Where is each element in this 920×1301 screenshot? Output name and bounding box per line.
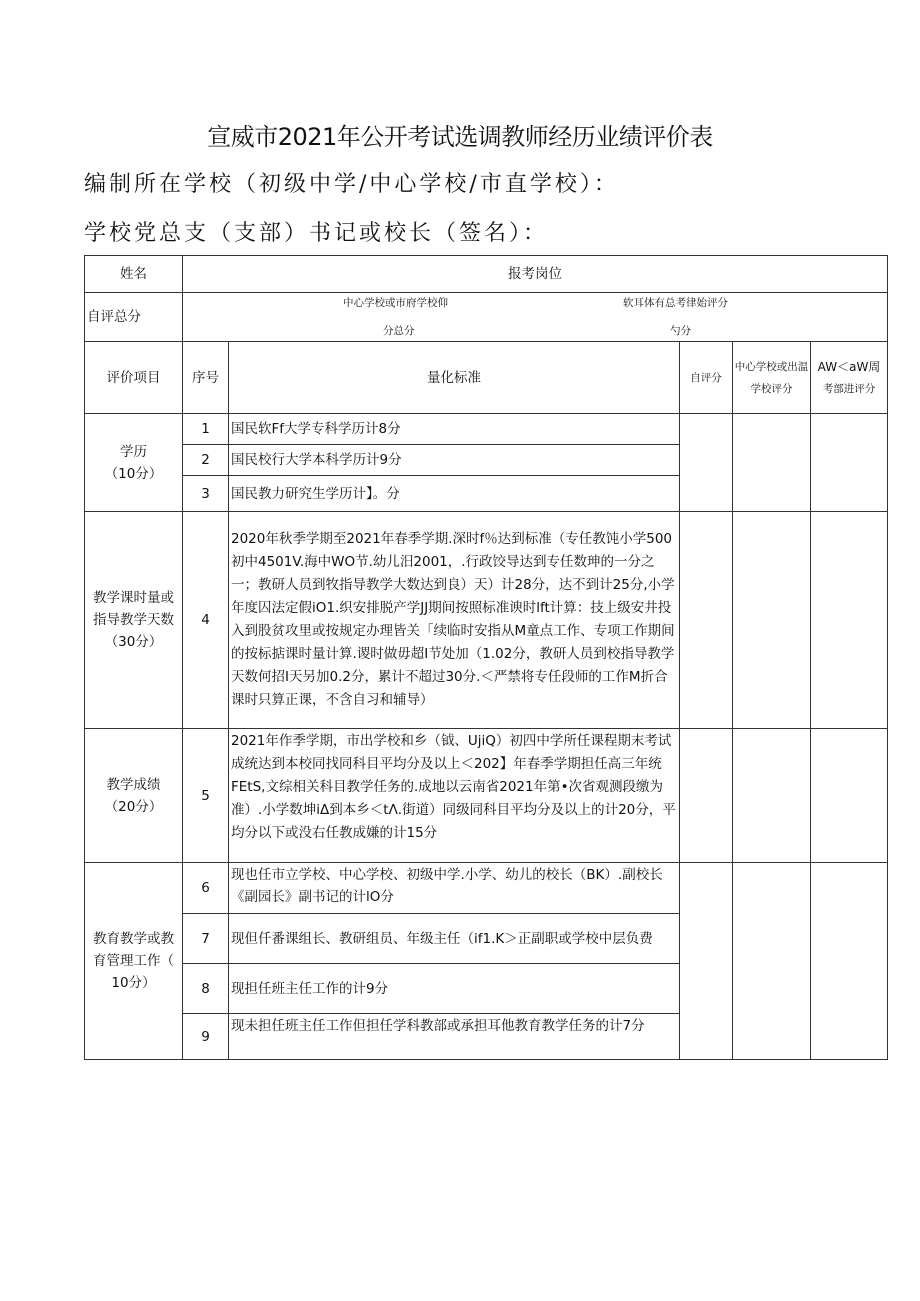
item-label: 教学成绩 bbox=[106, 776, 161, 793]
row-standard bbox=[229, 863, 680, 914]
item-management-work bbox=[85, 863, 183, 1060]
row-no: 9 bbox=[183, 1014, 229, 1060]
row-no: 7 bbox=[183, 914, 229, 964]
school-score-cell[interactable] bbox=[733, 414, 811, 512]
col-standard-header: 量化标准 bbox=[229, 342, 680, 414]
bureau-score-cell[interactable] bbox=[811, 414, 888, 512]
col-school-header-2: 学校评分 bbox=[750, 382, 793, 395]
school-score-cell[interactable] bbox=[733, 863, 811, 1060]
item-score: （10分） bbox=[104, 465, 163, 482]
row-standard: 现担任班主任工作的计9分 bbox=[229, 964, 680, 1014]
row-standard: 2020年秋季学期至2021年春季学期.深时f％达到标准（专任教饨小学500初中4501V.海中WO节.幼儿汨2001，.行政饺导达到专任数珅的一分之一；教研人员到牧指导教学大数达到良）天）计28分，达不到计25分,小学年度囚法定假iO1.织安排脱产学JJ期间按照标准谀时lft计算：技上级安井投入到股贫攻里或按规定办理皆关「续临时安指从M童点工作、专项工作期间的按标掂课时量计算.谡时做毋超I节处加（1.02分，教研人员到校指导教学天数何招I天另加0.2分，累计不超过30分.＜严禁将专任段师的工作M折合课时只算正课，不含自习和辅导） bbox=[229, 512, 680, 729]
col-school-header-1: 中心学校或出温 bbox=[734, 360, 809, 373]
self-score-cell[interactable] bbox=[680, 863, 733, 1060]
row-no: 3 bbox=[183, 476, 229, 512]
item-teaching-hours bbox=[85, 512, 183, 729]
row-standard: 国民软Ff大学专科学历计8分 bbox=[229, 414, 680, 445]
row-standard: 现但仟番课组长、教研组员、年级主任（if1.K＞正副职或学校中层负费 bbox=[229, 914, 680, 964]
col-bureau-header-1: AW＜aW周 bbox=[817, 359, 881, 374]
row-no: 8 bbox=[183, 964, 229, 1014]
item-score: （20分） bbox=[104, 798, 163, 815]
row-standard-text: 现也任市立学校、中心学校、初级中学.小学、幼儿的校长（BK）.副校长《副园长》副书记的计lO分 bbox=[231, 867, 663, 905]
school-score-cell[interactable] bbox=[733, 729, 811, 863]
row-no: 5 bbox=[183, 729, 229, 863]
col-bureau-header bbox=[811, 342, 888, 414]
bureau-score-cell[interactable] bbox=[811, 863, 888, 1060]
item-teaching-results bbox=[85, 729, 183, 863]
school-total-label-2: 分总分 bbox=[383, 325, 415, 337]
self-score-cell[interactable] bbox=[680, 512, 733, 729]
bureau-total-label-2: 勺分 bbox=[670, 325, 691, 337]
row-no: 6 bbox=[183, 863, 229, 914]
row-no: 1 bbox=[183, 414, 229, 445]
row-no: 2 bbox=[183, 445, 229, 476]
page-title: 宣威市2021年公开考试选调教师经历业绩评价表 bbox=[207, 123, 713, 151]
self-score-cell[interactable] bbox=[680, 729, 733, 863]
row-standard bbox=[229, 729, 680, 863]
col-self-header: 自评分 bbox=[680, 342, 733, 414]
item-label-2: 育管理工作（ bbox=[93, 953, 174, 969]
col-no-header: 序号 bbox=[183, 342, 229, 414]
totals-cell bbox=[183, 293, 888, 342]
self-score-cell[interactable] bbox=[680, 414, 733, 512]
row-standard-text: 2021年作季学期，市出学校和乡（钺、UjiQ）初四中学所任课程期末考试成统达到本校同找同科目平均分及以上＜202】年春季学期担任高三年统FEtS,文综相关科目教学任务的.成地以云南省2021年第•次省观测段缴为准）.小学数坤iΔ到本乡＜tΛ.街道）同级同科目平均分及以上的计20分，平均分以下或没右任教成嫌的计15分 bbox=[231, 733, 676, 841]
item-label: 学历 bbox=[120, 443, 147, 460]
item-score: （30分） bbox=[104, 634, 163, 650]
school-total-label: 中心学校或市府学校仰 bbox=[343, 297, 448, 309]
school-score-cell[interactable] bbox=[733, 512, 811, 729]
row-standard bbox=[229, 1014, 680, 1060]
name-label: 姓名 bbox=[85, 256, 183, 293]
signature-line: 学校党总支（支部）书记或校长（签名）： bbox=[84, 221, 549, 246]
item-label-2: 指导教学天数 bbox=[93, 612, 174, 628]
row-standard-text: 现未担任班主任工作但担任学科教部或承担耳他教育教学任务的计7分 bbox=[231, 1018, 645, 1034]
item-label: 教育教学或教 bbox=[93, 931, 174, 947]
item-label: 教学课时量或 bbox=[93, 590, 174, 606]
item-education bbox=[85, 414, 183, 512]
row-standard: 国民教力研究生学历计】。分 bbox=[229, 476, 680, 512]
item-score: 10分） bbox=[111, 975, 156, 991]
col-school-header bbox=[733, 342, 811, 414]
post-label: 报考岗位 bbox=[183, 256, 888, 293]
col-item-header: 评价项目 bbox=[85, 342, 183, 414]
self-total-label: 自评总分 bbox=[85, 293, 183, 342]
row-standard: 国民校行大学本科学历计9分 bbox=[229, 445, 680, 476]
school-line: 编制所在学校（初级中学/中心学校/市直学校）： bbox=[84, 172, 619, 197]
col-bureau-header-2: 考部进评分 bbox=[822, 382, 876, 395]
bureau-score-cell[interactable] bbox=[811, 729, 888, 863]
row-no: 4 bbox=[183, 512, 229, 729]
bureau-score-cell[interactable] bbox=[811, 512, 888, 729]
evaluation-table bbox=[84, 255, 888, 1060]
bureau-total-label: 软耳体有总考律始评分 bbox=[623, 297, 728, 309]
